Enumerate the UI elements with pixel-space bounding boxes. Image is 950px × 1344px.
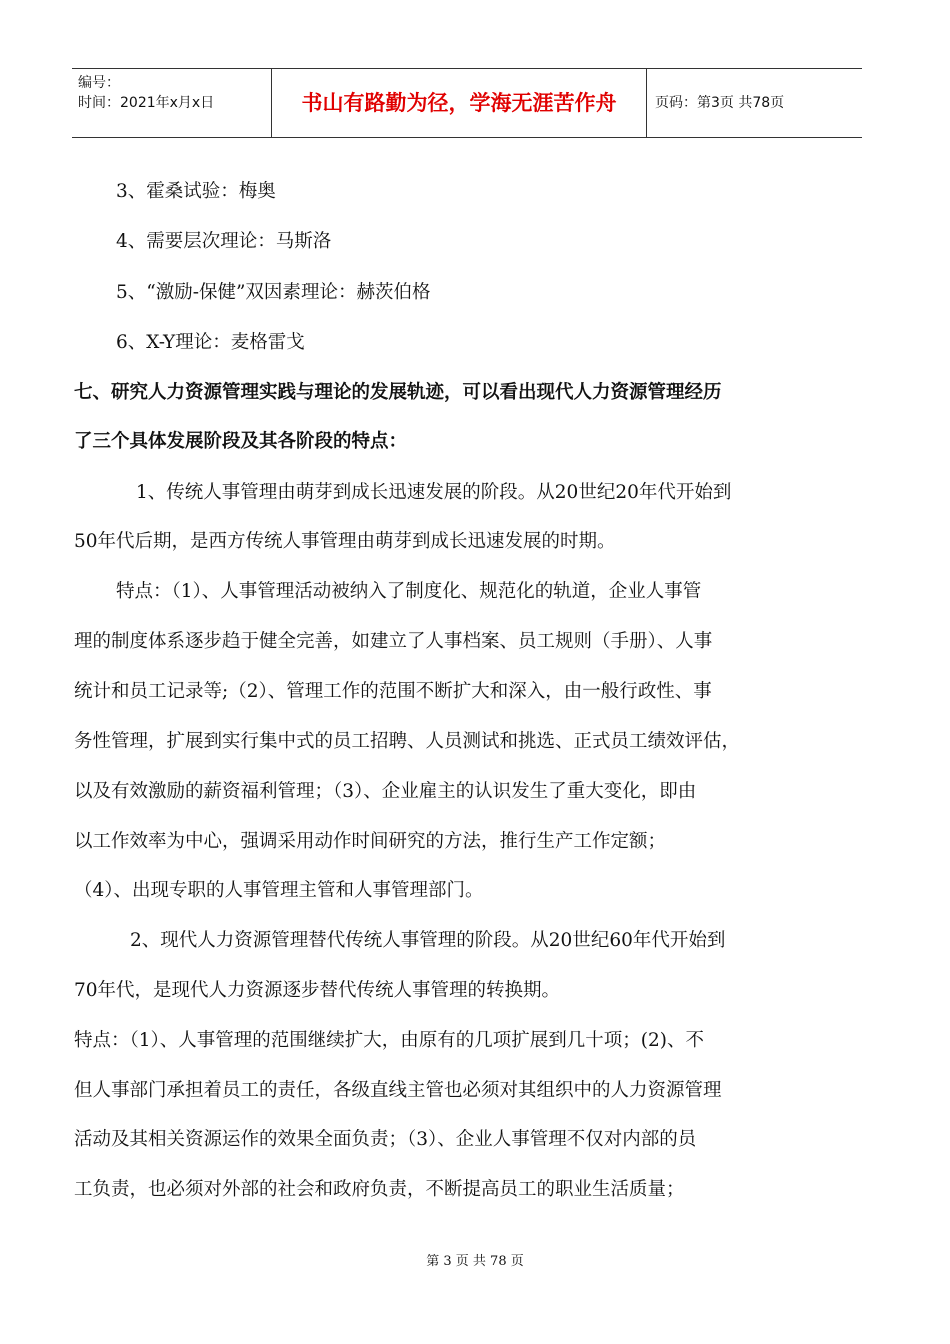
page-header — [72, 68, 862, 138]
body-line: 活动及其相关资源运作的效果全面负责；（3）、企业人事管理不仅对内部的员 — [74, 1129, 697, 1150]
body-line: 6、X-Y理论：麦格雷戈 — [116, 332, 305, 353]
header-motto: 书山有路勤为径，学海无涯苦作舟 — [272, 69, 647, 137]
section-heading: 七、研究人力资源管理实践与理论的发展轨迹，可以看出现代人力资源管理经历 — [74, 382, 722, 403]
number-label: 编号： — [78, 75, 120, 91]
body-line: 以工作效率为中心，强调采用动作时间研究的方法，推行生产工作定额； — [74, 831, 667, 852]
body-line: 以及有效激励的薪资福利管理；（3）、企业雇主的认识发生了重大变化，即由 — [74, 781, 697, 802]
body-line: 但人事部门承担着员工的责任，各级直线主管也必须对其组织中的人力资源管理 — [74, 1080, 722, 1101]
header-meta — [72, 69, 272, 137]
body-line: 1、传统人事管理由萌芽到成长迅速发展的阶段。从20世纪20年代开始到 — [136, 482, 732, 503]
body-line: 理的制度体系逐步趋于健全完善，如建立了人事档案、员工规则（手册）、人事 — [74, 631, 713, 652]
body-line: 统计和员工记录等;（2）、管理工作的范围不断扩大和深入，由一般行政性、事 — [74, 681, 712, 702]
body-line: 50年代后期，是西方传统人事管理由萌芽到成长迅速发展的时期。 — [74, 531, 616, 552]
body-line: （4）、出现专职的人事管理主管和人事管理部门。 — [74, 880, 484, 901]
body-line: 特点：（1）、人事管理活动被纳入了制度化、规范化的轨道，企业人事管 — [116, 581, 702, 602]
body-line: 3、霍桑试验：梅奥 — [116, 181, 276, 202]
body-line: 2、现代人力资源管理替代传统人事管理的阶段。从20世纪60年代开始到 — [130, 930, 726, 951]
body-line: 工负责，也必须对外部的社会和政府负责，不断提高员工的职业生活质量； — [74, 1179, 685, 1200]
body-line: 70年代，是现代人力资源逐步替代传统人事管理的转换期。 — [74, 980, 561, 1001]
page-footer: 第 3 页 共 78 页 — [426, 1254, 524, 1269]
section-heading: 了三个具体发展阶段及其各阶段的特点： — [74, 431, 408, 452]
time-label: 时间：2021年x月x日 — [78, 95, 215, 111]
header-page-info: 页码：第3页 共78页 — [655, 95, 785, 111]
body-line: 务性管理，扩展到实行集中式的员工招聘、人员测试和挑选、正式员工绩效评估， — [74, 731, 741, 752]
body-line: 4、需要层次理论：马斯洛 — [116, 231, 332, 252]
body-line: 特点：（1）、人事管理的范围继续扩大，由原有的几项扩展到几十项；(2)、不 — [74, 1030, 704, 1051]
body-line: 5、“激励-保健”双因素理论：赫茨伯格 — [116, 282, 431, 303]
